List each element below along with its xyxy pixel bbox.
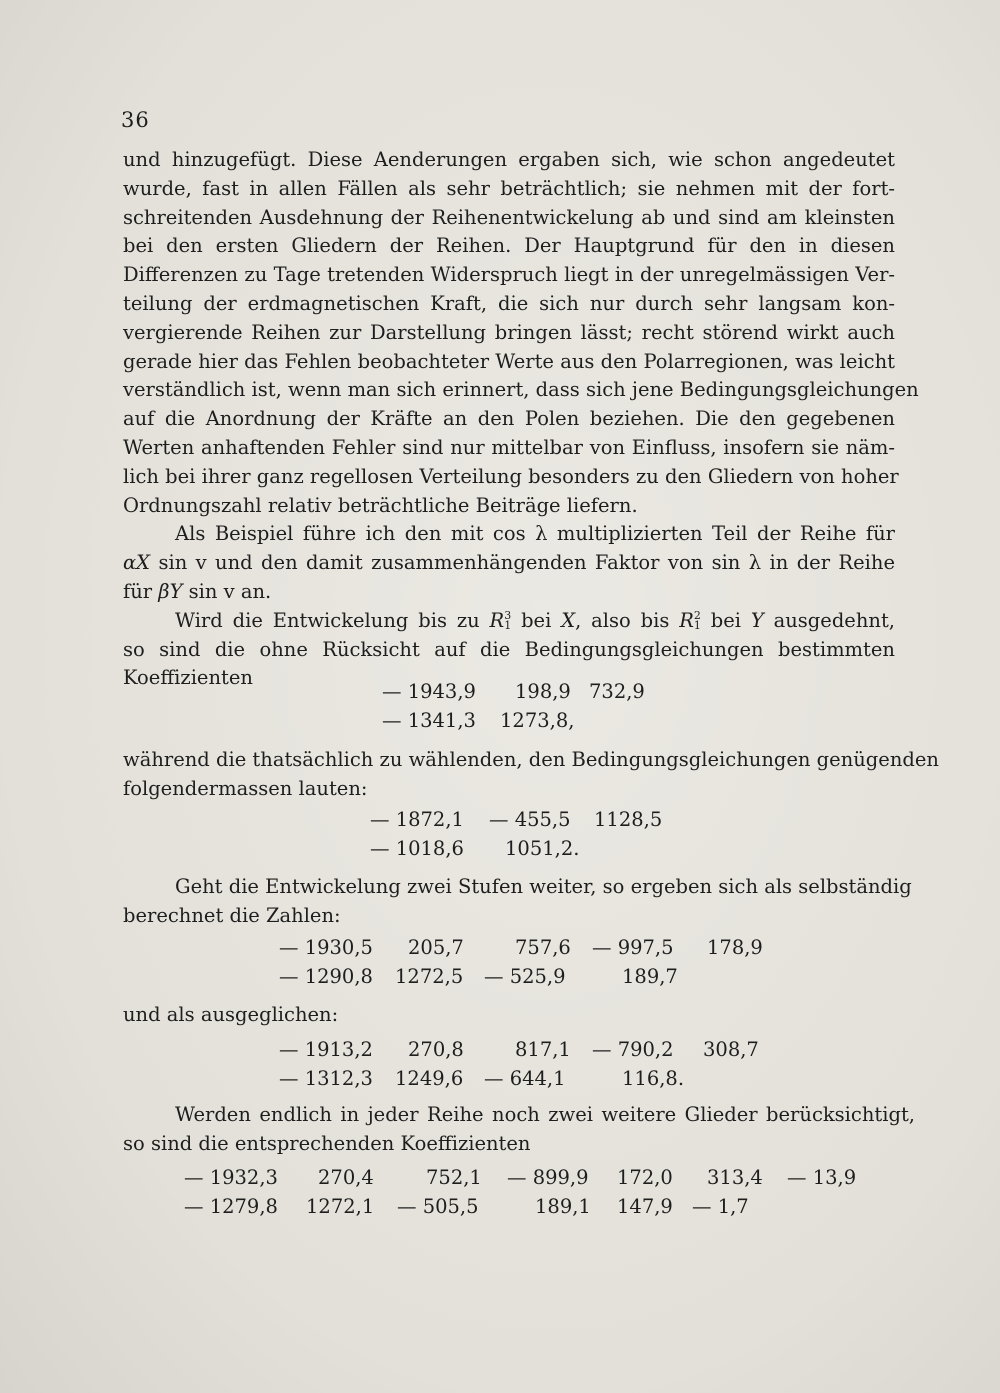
text-fragment: bei: [511, 608, 562, 632]
coefficient-value: 313,4: [707, 1166, 763, 1189]
coefficient-value: 817,1: [515, 1038, 571, 1061]
coefficient-value: — 525,9: [484, 965, 566, 988]
math-superscript: 3: [504, 609, 512, 623]
text-line: wurde, fast in allen Fällen als sehr beträchtlich; sie nehmen mit der fort-: [123, 176, 895, 200]
text-line: vergierende Reihen zur Darstellung bringen lässt; recht störend wirkt auch: [123, 320, 895, 344]
coefficient-value: 270,8: [408, 1038, 464, 1061]
text-line: Differenzen zu Tage tretenden Widerspruch liegt in der unregelmässigen Ver-: [123, 263, 895, 287]
math-subscript: 1: [504, 619, 512, 633]
coefficient-value: 172,0: [617, 1166, 673, 1189]
math-r: R: [679, 608, 694, 632]
coefficient-value: — 1913,2: [279, 1038, 373, 1061]
text-fragment: sin v an.: [182, 579, 272, 603]
text-line: so sind die ohne Rücksicht auf die Bedingungsgleichungen bestimmten: [123, 637, 895, 661]
text-line: Als Beispiel führe ich den mit cos λ multiplizierten Teil der Reihe für: [175, 522, 895, 546]
coefficient-value: 147,9: [617, 1195, 673, 1218]
coefficient-value: 178,9: [707, 936, 763, 959]
text-line: gerade hier das Fehlen beobachteter Werte aus den Polarregionen, was leicht: [123, 349, 895, 373]
paragraph-1: [123, 146, 919, 520]
paragraph-2: [123, 520, 895, 606]
text-line: lich bei ihrer ganz regellosen Verteilung besonders zu den Gliedern von hoher: [123, 464, 899, 488]
text-line: verständlich ist, wenn man sich erinnert, dass sich jene Bedingungsgleichungen: [123, 378, 919, 402]
text-fragment: ausgedehnt,: [763, 608, 895, 632]
coefficient-value: 116,8.: [622, 1067, 685, 1090]
coefficient-value: 752,1: [426, 1166, 482, 1189]
coefficient-row: [0, 1195, 1000, 1223]
coefficient-row: [0, 1166, 1000, 1194]
paragraph-5: [123, 873, 912, 931]
paragraph-7: [123, 1101, 915, 1159]
text-line: Geht die Entwickelung zwei Stufen weiter, so ergeben sich als selbständig: [175, 875, 912, 898]
text-line: [123, 549, 895, 578]
body-text: [123, 146, 919, 693]
coefficient-value: 1128,5: [594, 808, 663, 831]
coefficient-value: 189,7: [622, 965, 678, 988]
coefficient-value: 1273,8,: [500, 709, 575, 732]
coefficient-row: [0, 680, 1000, 708]
text-fragment: Wird die Entwickelung bis zu: [175, 608, 490, 632]
text-line: auf die Anordnung der Kräfte an den Polen beziehen. Die den gegebenen: [123, 407, 895, 431]
coefficient-value: — 1930,5: [279, 936, 373, 959]
math-beta-y: βY: [158, 579, 183, 603]
text-fragment: sin v und den damit zusammenhängenden Faktor von sin λ in der Reihe: [150, 551, 895, 575]
coefficient-value: — 1312,3: [279, 1067, 373, 1090]
coefficient-value: — 1943,9: [382, 680, 476, 703]
coefficient-value: 270,4: [318, 1166, 374, 1189]
coefficient-row: [0, 837, 1000, 865]
coefficient-row: [0, 808, 1000, 836]
math-alpha-x: αX: [123, 551, 151, 575]
coefficient-row: [0, 1067, 1000, 1095]
text-line: [123, 578, 895, 607]
coefficient-value: 189,1: [535, 1195, 591, 1218]
coefficient-row: [0, 965, 1000, 993]
text-line: während die thatsächlich zu wählenden, den Bedingungsgleichungen genügenden: [123, 748, 939, 771]
coefficient-value: — 13,9: [787, 1166, 857, 1189]
text-line: [123, 607, 895, 636]
coefficient-value: 1272,1: [306, 1195, 375, 1218]
text-line: und hinzugefügt. Diese Aenderungen ergaben sich, wie schon angedeutet: [123, 148, 895, 171]
math-r: R: [489, 608, 505, 632]
coefficient-value: 1051,2.: [505, 837, 580, 860]
paragraph-6: [123, 1001, 895, 1030]
text-line: und als ausgeglichen:: [123, 1003, 339, 1026]
coefficient-value: — 1290,8: [279, 965, 373, 988]
coefficient-row: [0, 709, 1000, 737]
page-number: 36: [121, 108, 150, 132]
coefficient-value: 1272,5: [395, 965, 464, 988]
text-fragment: bei: [700, 608, 751, 632]
text-line: berechnet die Zahlen:: [123, 903, 341, 927]
coefficient-value: — 644,1: [484, 1067, 566, 1090]
coefficient-value: 308,7: [703, 1038, 759, 1061]
coefficient-value: 205,7: [408, 936, 464, 959]
coefficient-value: — 455,5: [489, 808, 571, 831]
math-y: Y: [750, 608, 764, 632]
coefficient-value: 1249,6: [395, 1067, 464, 1090]
coefficient-value: — 790,2: [592, 1038, 674, 1061]
text-line: so sind die entsprechenden Koeffizienten: [123, 1131, 531, 1155]
coefficient-value: 198,9: [515, 680, 571, 703]
coefficient-value: — 1279,8: [184, 1195, 278, 1218]
coefficient-value: 757,6: [515, 936, 571, 959]
text-line: Werten anhaftenden Fehler sind nur mittelbar von Einfluss, insofern sie näm-: [123, 435, 895, 459]
text-fragment: für: [123, 579, 159, 603]
math-superscript: 2: [693, 609, 701, 623]
text-line: folgendermassen lauten:: [123, 776, 368, 800]
text-line: teilung der erdmagnetischen Kraft, die sich nur durch sehr langsam kon-: [123, 291, 895, 315]
coefficient-row: [0, 1038, 1000, 1066]
math-subscript: 1: [693, 619, 701, 633]
coefficient-value: — 899,9: [507, 1166, 589, 1189]
text-line: schreitenden Ausdehnung der Reihenentwickelung ab und sind am kleinsten: [123, 205, 895, 229]
coefficient-value: — 997,5: [592, 936, 674, 959]
coefficient-value: 732,9: [589, 680, 645, 703]
coefficient-value: — 1,7: [692, 1195, 749, 1218]
coefficient-value: — 1018,6: [370, 837, 464, 860]
paragraph-4: [123, 746, 939, 804]
coefficient-value: — 1932,3: [184, 1166, 278, 1189]
text-line: Koeffizienten: [123, 666, 253, 690]
text-line: Ordnungszahl relativ beträchtliche Beiträge liefern.: [123, 493, 638, 517]
coefficient-row: [0, 936, 1000, 964]
text-fragment: , also bis: [575, 608, 680, 632]
coefficient-value: — 1872,1: [370, 808, 464, 831]
math-x: X: [561, 608, 576, 632]
text-line: bei den ersten Gliedern der Reihen. Der Hauptgrund für den in diesen: [123, 234, 895, 258]
text-line: Werden endlich in jeder Reihe noch zwei weitere Glieder berücksichtigt,: [175, 1103, 915, 1126]
coefficient-value: — 505,5: [397, 1195, 479, 1218]
coefficient-value: — 1341,3: [382, 709, 476, 732]
